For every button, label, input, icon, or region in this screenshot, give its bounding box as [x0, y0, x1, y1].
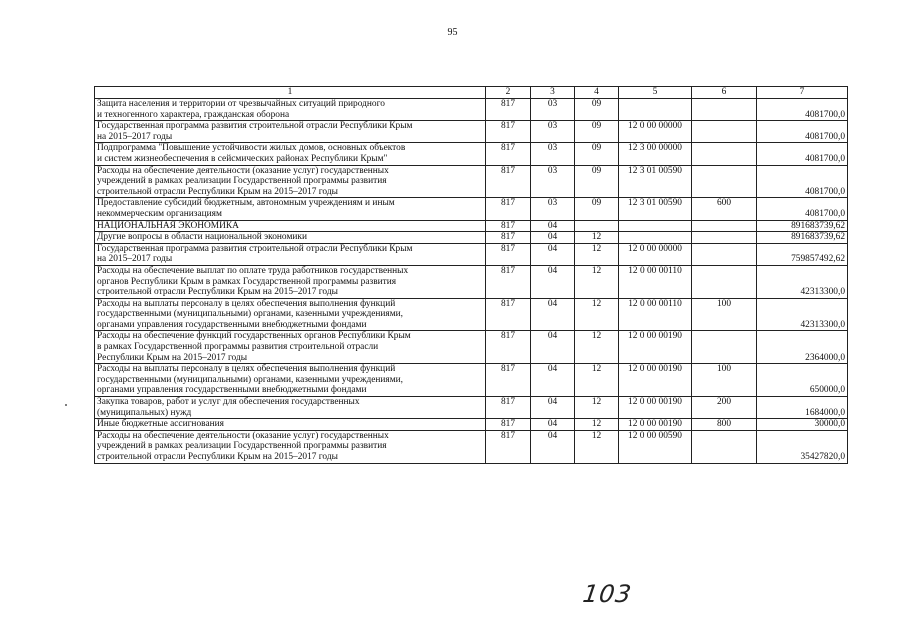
- description-line: учреждений в рамках реализации Государственной программы развития: [97, 176, 387, 187]
- cell-code: 817: [486, 397, 531, 419]
- cell-section: 03: [531, 99, 575, 121]
- cell-section: 03: [531, 198, 575, 220]
- cell-amount: 759857492,62: [757, 243, 848, 265]
- description-line: Расходы на обеспечение функций государственных органов Республики Крым: [97, 331, 411, 342]
- handwritten-page-number: 103: [581, 580, 634, 608]
- table-row: [95, 220, 848, 232]
- description-line: строительной отрасли Республики Крым на 2015–2017 годы: [97, 452, 338, 462]
- cell-code: 817: [486, 232, 531, 244]
- table-row: [95, 430, 848, 463]
- cell-section: 04: [531, 397, 575, 419]
- description-line: Расходы на выплаты персоналу в целях обеспечения выполнения функций: [97, 298, 396, 309]
- cell-code: 817: [486, 331, 531, 364]
- description-line: и техногенного характера, гражданская оборона: [97, 109, 290, 120]
- description-line: органов Республики Крым в рамках Государственной программы развития: [97, 276, 397, 287]
- description-line: государственными (муниципальными) органами, казенными учреждениями,: [97, 374, 404, 385]
- cell-expense-type: 200: [692, 397, 757, 419]
- cell-amount: 891683739,62: [757, 220, 848, 232]
- cell-subsection: 09: [575, 99, 619, 121]
- cell-expense-type: [692, 232, 757, 244]
- cell-target-article: 12 3 01 00590: [619, 165, 692, 198]
- row-description: [95, 243, 486, 265]
- cell-target-article: 12 0 00 00110: [619, 298, 692, 331]
- cell-section: 03: [531, 143, 575, 165]
- cell-subsection: 12: [575, 419, 619, 431]
- cell-section: 04: [531, 220, 575, 232]
- cell-target-article: 12 0 00 00110: [619, 265, 692, 298]
- cell-amount: 2364000,0: [757, 331, 848, 364]
- description-line: Расходы на обеспечение деятельности (оказание услуг) государственных: [97, 165, 389, 176]
- description-line: НАЦИОНАЛЬНАЯ ЭКОНОМИКА: [97, 220, 239, 231]
- row-description: [95, 99, 486, 121]
- cell-subsection: 12: [575, 331, 619, 364]
- row-description: [95, 220, 486, 232]
- cell-section: 04: [531, 331, 575, 364]
- table-row: [95, 165, 848, 198]
- cell-target-article: [619, 99, 692, 121]
- cell-amount: 4081700,0: [757, 121, 848, 143]
- cell-amount: 4081700,0: [757, 143, 848, 165]
- cell-subsection: 12: [575, 430, 619, 463]
- cell-expense-type: [692, 430, 757, 463]
- description-line: (муниципальных) нужд: [97, 407, 192, 418]
- description-line: Закупка товаров, работ и услуг для обеспечения государственных: [97, 397, 360, 408]
- cell-target-article: 12 0 00 00190: [619, 331, 692, 364]
- description-line: Другие вопросы в области национальной экономики: [97, 232, 307, 243]
- scan-speck: [65, 404, 67, 406]
- cell-section: 03: [531, 165, 575, 198]
- page-number: 95: [447, 27, 458, 38]
- cell-expense-type: [692, 143, 757, 165]
- cell-amount: 650000,0: [757, 364, 848, 397]
- cell-subsection: 12: [575, 243, 619, 265]
- description-line: Расходы на выплаты персоналу в целях обеспечения выполнения функций: [97, 364, 396, 375]
- cell-section: 03: [531, 121, 575, 143]
- row-description: [95, 265, 486, 298]
- table-row: [95, 99, 848, 121]
- cell-subsection: 12: [575, 232, 619, 244]
- col-header: 7: [757, 87, 848, 99]
- cell-target-article: 12 3 01 00590: [619, 198, 692, 220]
- description-line: органами управления государственными внебюджетными фондами: [97, 385, 367, 396]
- cell-expense-type: [692, 121, 757, 143]
- cell-expense-type: [692, 165, 757, 198]
- description-line: органами управления государственными внебюджетными фондами: [97, 319, 367, 330]
- cell-subsection: 12: [575, 364, 619, 397]
- cell-code: 817: [486, 364, 531, 397]
- row-description: [95, 430, 486, 463]
- row-description: [95, 397, 486, 419]
- table-row: [95, 364, 848, 397]
- table-row: [95, 419, 848, 431]
- table-row: [95, 198, 848, 220]
- cell-subsection: 09: [575, 198, 619, 220]
- cell-target-article: 12 0 00 00000: [619, 121, 692, 143]
- row-description: [95, 165, 486, 198]
- cell-code: 817: [486, 143, 531, 165]
- col-header: 2: [486, 87, 531, 99]
- cell-section: 04: [531, 265, 575, 298]
- description-line: Предоставление субсидий бюджетным, автономным учреждениям и иным: [97, 198, 395, 209]
- cell-code: 817: [486, 298, 531, 331]
- cell-expense-type: [692, 243, 757, 265]
- row-description: [95, 143, 486, 165]
- cell-section: 04: [531, 430, 575, 463]
- cell-expense-type: [692, 331, 757, 364]
- table-row: [95, 232, 848, 244]
- cell-code: 817: [486, 198, 531, 220]
- cell-code: 817: [486, 165, 531, 198]
- description-line: Иные бюджетные ассигнования: [97, 419, 224, 430]
- cell-section: 04: [531, 243, 575, 265]
- col-header: 6: [692, 87, 757, 99]
- cell-code: 817: [486, 430, 531, 463]
- cell-subsection: 09: [575, 143, 619, 165]
- table-row: [95, 397, 848, 419]
- description-line: и систем жизнеобеспечения в сейсмических районах Республики Крым": [97, 153, 388, 164]
- cell-amount: 1684000,0: [757, 397, 848, 419]
- cell-amount: 42313300,0: [757, 298, 848, 331]
- description-line: Государственная программа развития строительной отрасли Республики Крым: [97, 121, 413, 132]
- description-line: Расходы на обеспечение деятельности (оказание услуг) государственных: [97, 430, 389, 441]
- cell-target-article: 12 0 00 00190: [619, 364, 692, 397]
- description-line: Защита населения и территории от чрезвычайных ситуаций природного: [97, 99, 385, 109]
- row-description: [95, 419, 486, 431]
- cell-subsection: 12: [575, 397, 619, 419]
- cell-expense-type: [692, 99, 757, 121]
- description-line: Республики Крым на 2015–2017 годы: [97, 352, 248, 363]
- cell-section: 04: [531, 419, 575, 431]
- row-description: [95, 331, 486, 364]
- cell-code: 817: [486, 121, 531, 143]
- cell-amount: 30000,0: [757, 419, 848, 431]
- description-line: Подпрограмма "Повышение устойчивости жилых домов, основных объектов: [97, 143, 406, 154]
- cell-code: 817: [486, 99, 531, 121]
- col-header: 3: [531, 87, 575, 99]
- col-header: 1: [95, 87, 486, 99]
- cell-target-article: 12 0 00 00000: [619, 243, 692, 265]
- cell-code: 817: [486, 265, 531, 298]
- cell-subsection: 12: [575, 298, 619, 331]
- table-row: [95, 331, 848, 364]
- cell-target-article: [619, 232, 692, 244]
- cell-target-article: [619, 220, 692, 232]
- cell-amount: 42313300,0: [757, 265, 848, 298]
- table-row: [95, 298, 848, 331]
- table-row: [95, 143, 848, 165]
- description-line: Государственная программа развития строительной отрасли Республики Крым: [97, 243, 413, 254]
- cell-amount: 891683739,62: [757, 232, 848, 244]
- table-row: [95, 243, 848, 265]
- cell-section: 04: [531, 364, 575, 397]
- cell-amount: 35427820,0: [757, 430, 848, 463]
- budget-table: [94, 86, 848, 464]
- description-line: на 2015–2017 годы: [97, 131, 173, 142]
- row-description: [95, 232, 486, 244]
- table-row: [95, 265, 848, 298]
- cell-subsection: 12: [575, 265, 619, 298]
- col-header: 4: [575, 87, 619, 99]
- cell-code: 817: [486, 220, 531, 232]
- description-line: учреждений в рамках реализации Государственной программы развития: [97, 441, 387, 452]
- col-header: 5: [619, 87, 692, 99]
- cell-amount: 4081700,0: [757, 165, 848, 198]
- cell-target-article: 12 0 00 00190: [619, 397, 692, 419]
- cell-target-article: 12 0 00 00590: [619, 430, 692, 463]
- description-line: на 2015–2017 годы: [97, 254, 173, 265]
- row-description: [95, 364, 486, 397]
- row-description: [95, 121, 486, 143]
- cell-expense-type: 100: [692, 364, 757, 397]
- description-line: строительной отрасли Республики Крым на 2015–2017 годы: [97, 287, 338, 298]
- cell-target-article: 12 3 00 00000: [619, 143, 692, 165]
- cell-expense-type: [692, 265, 757, 298]
- cell-expense-type: 800: [692, 419, 757, 431]
- cell-code: 817: [486, 419, 531, 431]
- cell-code: 817: [486, 243, 531, 265]
- description-line: в рамках Государственной программы развития строительной отрасли: [97, 342, 379, 353]
- description-line: строительной отрасли Республики Крым на 2015–2017 годы: [97, 186, 338, 197]
- row-description: [95, 298, 486, 331]
- cell-section: 04: [531, 298, 575, 331]
- cell-section: 04: [531, 232, 575, 244]
- description-line: Расходы на обеспечение выплат по оплате труда работников государственных: [97, 265, 409, 276]
- cell-amount: 4081700,0: [757, 198, 848, 220]
- description-line: некоммерческим организациям: [97, 208, 222, 219]
- table-row: [95, 121, 848, 143]
- cell-subsection: 09: [575, 165, 619, 198]
- cell-expense-type: 100: [692, 298, 757, 331]
- cell-expense-type: [692, 220, 757, 232]
- cell-target-article: 12 0 00 00190: [619, 419, 692, 431]
- row-description: [95, 198, 486, 220]
- description-line: государственными (муниципальными) органами, казенными учреждениями,: [97, 309, 404, 320]
- cell-subsection: 09: [575, 121, 619, 143]
- header-row: [95, 87, 848, 99]
- cell-amount: 4081700,0: [757, 99, 848, 121]
- cell-subsection: [575, 220, 619, 232]
- cell-expense-type: 600: [692, 198, 757, 220]
